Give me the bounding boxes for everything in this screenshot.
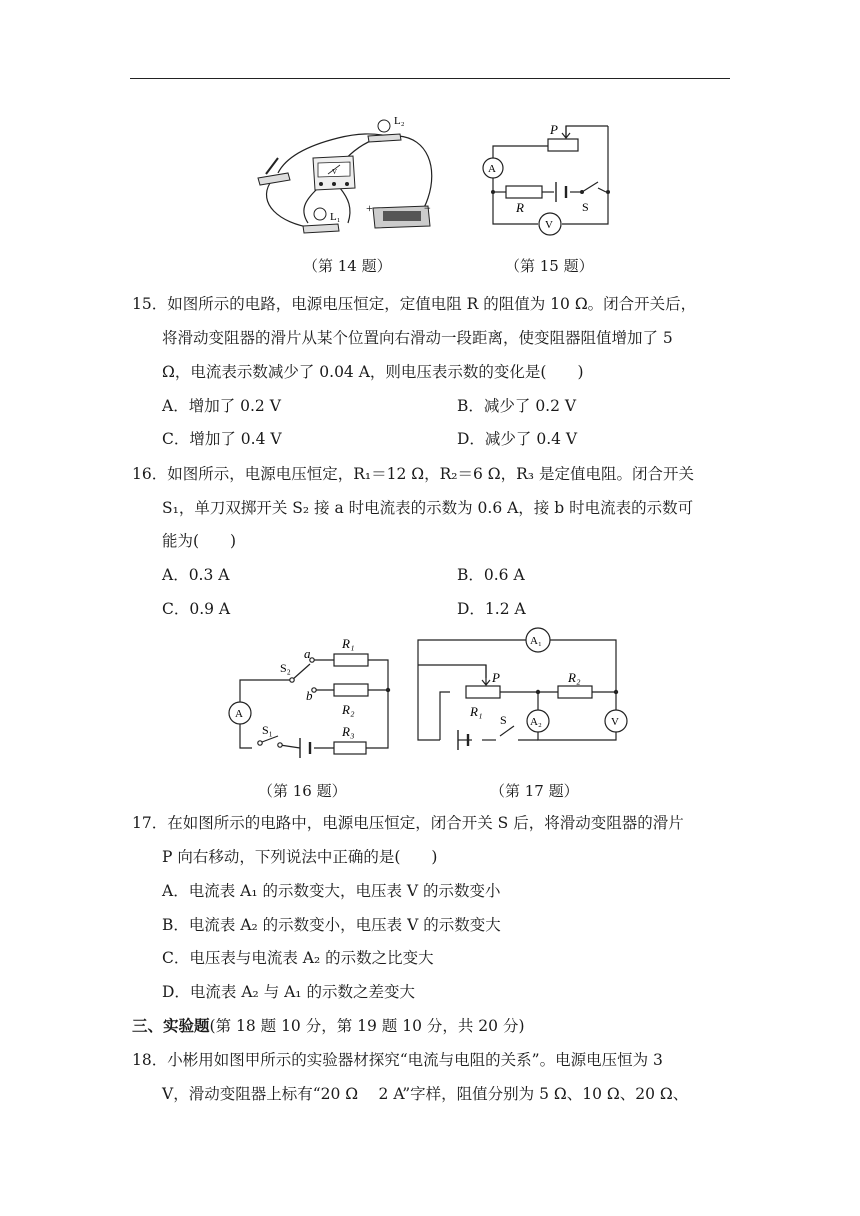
- q15-option-c[interactable]: C．增加了 0.4 V: [162, 430, 282, 448]
- svg-text:S₂: S₂: [280, 661, 291, 675]
- svg-text:S: S: [500, 713, 507, 727]
- slider-arrow: [482, 665, 490, 685]
- q16-option-d[interactable]: D．1.2 A: [457, 600, 526, 618]
- bulb-l1-drawing: [303, 208, 341, 233]
- svg-text:R: R: [516, 200, 524, 215]
- svg-text:S₁: S₁: [262, 723, 273, 737]
- rheostat-symbol: [548, 139, 578, 151]
- svg-text:L₂: L₂: [394, 115, 405, 127]
- figure-17-circuit: [410, 620, 640, 760]
- q15-line-3: Ω，电流表示数减少了 0.04 A，则电压表示数的变化是( ): [162, 363, 584, 381]
- q17-option-d[interactable]: D．电流表 A₂ 与 A₁ 的示数之差变大: [162, 983, 415, 1001]
- section-title: 三、实验题: [132, 1016, 210, 1035]
- svg-text:P: P: [550, 122, 558, 137]
- q17-line-2: P 向右移动，下列说法中正确的是( ): [162, 848, 438, 866]
- figure-16-caption: （第 16 题）: [258, 782, 347, 800]
- slider-arrow: [562, 126, 570, 138]
- svg-text:b: b: [306, 688, 313, 703]
- svg-text:V: V: [611, 716, 619, 728]
- figure-15-caption: （第 15 题）: [505, 257, 594, 275]
- q18-line-1: 18．小彬用如图甲所示的实验器材探究“电流与电阻的关系”。电源电压恒为 3: [132, 1051, 663, 1069]
- q15-line-2: 将滑动变阻器的滑片从某个位置向右滑动一段距离，使变阻器阻值增加了 5: [162, 329, 673, 347]
- svg-text:R₁: R₁: [470, 704, 483, 719]
- svg-text:P: P: [492, 670, 500, 685]
- svg-text:R₁: R₁: [342, 636, 355, 651]
- resistor-r3-symbol: [334, 742, 366, 754]
- rheostat-r1-symbol: [466, 686, 500, 698]
- svg-text:A: A: [488, 163, 496, 175]
- svg-text:L₁: L₁: [330, 211, 341, 223]
- q16-line-3: 能为( ): [162, 532, 237, 550]
- q15-option-d[interactable]: D．减少了 0.4 V: [457, 430, 578, 448]
- svg-text:S: S: [582, 200, 589, 214]
- top-rule: [130, 78, 730, 79]
- svg-text:−: −: [424, 201, 431, 215]
- svg-text:R₂: R₂: [568, 670, 581, 685]
- q17-option-c[interactable]: C．电压表与电流表 A₂ 的示数之比变大: [162, 949, 434, 967]
- bulb-l2-drawing: [368, 115, 405, 142]
- svg-text:V: V: [545, 219, 553, 231]
- q17-option-b[interactable]: B．电流表 A₂ 的示数变小，电压表 V 的示数变大: [162, 916, 501, 934]
- q17-line-1: 17．在如图所示的电路中，电源电压恒定，闭合开关 S 后，将滑动变阻器的滑片: [132, 814, 684, 832]
- q18-line-2: V，滑动变阻器上标有“20 Ω 2 A”字样，阻值分别为 5 Ω、10 Ω、20 Ω、: [162, 1085, 689, 1103]
- voltmeter-drawing: [313, 156, 355, 190]
- svg-text:a: a: [304, 646, 311, 661]
- svg-text:+: +: [366, 201, 373, 215]
- svg-text:R₂: R₂: [342, 702, 355, 717]
- figure-14-circuit: [248, 108, 438, 240]
- resistor-r2-symbol: [334, 684, 368, 696]
- section-heading: [132, 1014, 525, 1036]
- svg-text:V: V: [332, 168, 338, 176]
- resistor-r-symbol: [506, 186, 542, 198]
- figure-14-caption: （第 14 题）: [303, 257, 392, 275]
- figure-15-circuit: [478, 120, 613, 245]
- switch-drawing: [258, 158, 290, 185]
- battery-drawing: [366, 201, 431, 228]
- q16-line-2: S₁，单刀双掷开关 S₂ 接 a 时电流表的示数为 0.6 A，接 b 时电流表的示数可: [162, 499, 694, 517]
- svg-text:A₁: A₁: [530, 635, 542, 647]
- q16-option-c[interactable]: C．0.9 A: [162, 600, 231, 618]
- q16-option-b[interactable]: B．0.6 A: [457, 566, 525, 584]
- section-note: (第 18 题 10 分，第 19 题 10 分，共 20 分): [209, 1017, 525, 1035]
- q16-option-a[interactable]: A．0.3 A: [162, 566, 230, 584]
- q15-line-1: 15．如图所示的电路，电源电压恒定，定值电阻 R 的阻值为 10 Ω。闭合开关后，: [132, 295, 697, 313]
- figure-16-circuit: [222, 630, 402, 760]
- svg-text:A₂: A₂: [530, 716, 542, 728]
- q16-line-1: 16．如图所示，电源电压恒定，R₁＝12 Ω，R₂＝6 Ω，R₃ 是定值电阻。闭合开关: [132, 465, 694, 483]
- q15-option-b[interactable]: B．减少了 0.2 V: [457, 397, 577, 415]
- q15-option-a[interactable]: A．增加了 0.2 V: [162, 397, 281, 415]
- resistor-r1-symbol: [334, 654, 368, 666]
- svg-text:A: A: [235, 708, 243, 720]
- q17-option-a[interactable]: A．电流表 A₁ 的示数变大，电压表 V 的示数变小: [162, 882, 501, 900]
- figure-17-caption: （第 17 题）: [490, 782, 579, 800]
- svg-text:R₃: R₃: [342, 724, 355, 739]
- resistor-r2-symbol: [558, 686, 592, 698]
